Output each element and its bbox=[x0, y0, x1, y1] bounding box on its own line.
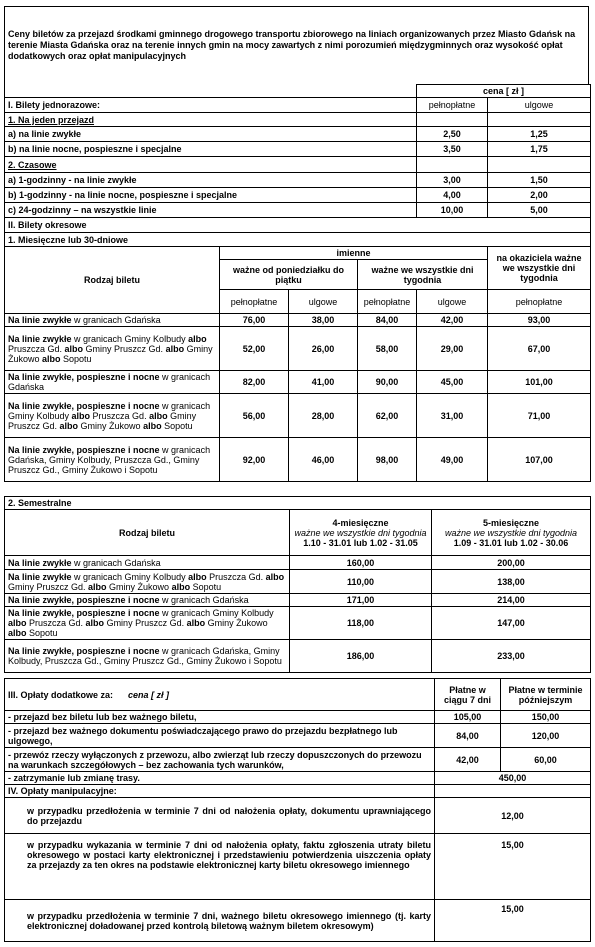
table-row: a) 1-godzinny - na linie zwykłe 3,00 1,50 bbox=[5, 173, 591, 188]
sem5-header: 5-miesięczne ważne we wszystkie dni tygodnia 1.09 - 31.01 lub 1.02 - 30.06 bbox=[432, 510, 591, 556]
sec3-title: III. Opłaty dodatkowe za: cena [ zł ] bbox=[5, 679, 435, 711]
imienne-header: imienne bbox=[220, 247, 488, 260]
col-7days: Płatne w ciągu 7 dni bbox=[435, 679, 501, 711]
bearer-header: na okaziciela ważne we wszystkie dni tygodnia bbox=[488, 247, 591, 290]
sem4-header: 4-miesięczne ważne we wszystkie dni tygodnia 1.10 - 31.01 lub 1.02 - 31.05 bbox=[290, 510, 432, 556]
price-header: cena [ zł ] bbox=[417, 85, 591, 98]
sem-rodzaj-header: Rodzaj biletu bbox=[5, 510, 290, 556]
table-row: Na linie zwykłe, pospieszne i nocne w granicach Gdańska, Gminy Kolbudy, Pruszcza Gd., Gminy Pruszcz Gd., Gminy Żukowo i Sopotu 92,00 46,00 98,00 49,00 107,00 bbox=[5, 438, 591, 482]
sec1-sub2: 2. Czasowe bbox=[5, 157, 417, 173]
table-row: - przewóz rzeczy wyłączonych z przewozu, albo zwierząt lub rzeczy dopuszczonych do przewozu na warunkach szczegółowych – bez zachowania tych warunków, 42,00 60,00 bbox=[5, 748, 591, 772]
rodzaj-header: Rodzaj biletu bbox=[5, 247, 220, 314]
table-row: Na linie zwykłe w granicach Gdańska 160,00 200,00 bbox=[5, 556, 591, 570]
sec1-sub1: 1. Na jeden przejazd bbox=[5, 113, 417, 127]
table-row: Na linie zwykłe w granicach Gdańska 76,00 38,00 84,00 42,00 93,00 bbox=[5, 314, 591, 327]
table-row: Na linie zwykłe, pospieszne i nocne w granicach Gdańska, Gminy Kolbudy, Pruszcza Gd., Gminy Pruszcz Gd., Gminy Żukowo i Sopotu 186,00 233,00 bbox=[5, 640, 591, 673]
table-row: a) na linie zwykłe 2,50 1,25 bbox=[5, 127, 591, 142]
table-row: c) 24-godzinny – na wszystkie linie 10,00 5,00 bbox=[5, 203, 591, 218]
table-row: - zatrzymanie lub zmianę trasy. 450,00 bbox=[5, 772, 591, 785]
sec2-sub2: 2. Semestralne bbox=[5, 497, 591, 510]
sec2-sub1: 1. Miesięczne lub 30-dniowe bbox=[5, 233, 591, 247]
table-row: Na linie zwykłe, pospieszne i nocne w granicach Gminy Kolbudy albo Pruszcza Gd. albo Gminy Pruszcz Gd. albo Gminy Żukowo albo Sopotu 118,00 147,00 bbox=[5, 607, 591, 640]
table-row: w przypadku przedłożenia w terminie 7 dni, ważnego biletu okresowego imiennego (tj. karty elektronicznej doładowanej przed kontrolą biletową ważnym biletem okresowym) 15,00 bbox=[5, 900, 591, 942]
table-row: Na linie zwykłe, pospieszne i nocne w granicach Gdańska 82,00 41,00 90,00 45,00 101,00 bbox=[5, 371, 591, 394]
sec4-title: IV. Opłaty manipulacyjne: bbox=[5, 785, 435, 798]
table-row: Na linie zwykłe, pospieszne i nocne w granicach Gminy Kolbudy albo Pruszcza Gd. albo Gminy Pruszcz Gd. albo Gminy Żukowo albo Sopotu 56,00 28,00 62,00 31,00 71,00 bbox=[5, 394, 591, 438]
fees-table bbox=[4, 678, 591, 942]
col-later: Płatne w terminie późniejszym bbox=[501, 679, 591, 711]
table-row: - przejazd bez ważnego dokumentu poświadczającego prawo do przejazdu bezpłatnego lub ulgowego, 84,00 120,00 bbox=[5, 724, 591, 748]
table-row: w przypadku przedłożenia w terminie 7 dni od nałożenia opłaty, dokumentu uprawniającego do przejazdu 12,00 bbox=[5, 798, 591, 834]
table-row: b) 1-godzinny - na linie nocne, pospieszne i specjalne 4,00 2,00 bbox=[5, 188, 591, 203]
sec1-title: I. Bilety jednorazowe: bbox=[5, 98, 417, 113]
table-row: - przejazd bez biletu lub bez ważnego biletu, 105,00 150,00 bbox=[5, 711, 591, 724]
table-row: Na linie zwykłe, pospieszne i nocne w granicach Gdańska 171,00 214,00 bbox=[5, 594, 591, 607]
table-row: w przypadku wykazania w terminie 7 dni od nałożenia opłaty, faktu zgłoszenia utraty biletu okresowego w postaci karty elektronicznej i przedstawieniu potwierdzenia uiszczenia opłaty za przejazdy za ten okres na podstawie elektronicznej karty biletu okresowego imiennego 15,00 bbox=[5, 834, 591, 900]
weekday-header: ważne od poniedziałku do piątku bbox=[220, 260, 358, 290]
alldays-header: ważne we wszystkie dni tygodnia bbox=[358, 260, 488, 290]
table-row: b) na linie nocne, pospieszne i specjalne 3,50 1,75 bbox=[5, 142, 591, 157]
col-full: pełnopłatne bbox=[417, 98, 488, 113]
tickets-table: cena [ zł ] I. Bilety jednorazowe: pełnopłatne ulgowe 1. Na jeden przejazd a) na linie zwykłe 2,50 1,25 b) na linie nocne, pospieszne i specjalne 3,50 1,75 2. Czasowe a) 1-godzinny - na linie zwykłe 3,00 1,50 b) 1-godzinny - na linie nocne, pospieszne i specjalne 4,00 2,00 c) 24-godzinny – na wszystkie linie 10,00 5,00 II. Bilety okresowe 1. Miesięczne lub 30-dniowe Rodzaj biletu imienne na okaziciela ważne we wszystkie dni tygodnia ważne od poniedziałku do piątku ważne we wszystkie dni tygodnia pełnopłatne ulgowe pełnopłatne ulgowe pełnopłatne Na linie zwykłe w granicach Gdańska 76,00 38,00 84,00 42,00 93,00 Na linie zwykłe w granicach Gminy Kolbudy albo Pruszcza Gd. albo Gminy Pruszcz Gd. albo Gminy Żukowo albo Sopotu 52,00 26,00 58,00 29,00 67,00 Na linie zwykłe, pospieszne i nocne w granicach Gdańska 82,00 41,00 90,00 45,00 101,00 Na linie zwykłe, pospieszne i nocne w granicach Gminy Kolbudy albo Pruszcza Gd. albo Gminy Pruszcz Gd. albo Gminy Żukowo albo Sopotu 56,00 28,00 62,00 31,00 71,00 Na linie zwykłe, pospieszne i nocne w granicach Gdańska, Gminy Kolbudy, Pruszcza Gd., Gminy Pruszcz Gd., Gminy Żukowo i Sopotu 92,00 46,00 98,00 49,00 107,00 bbox=[4, 84, 591, 482]
table-row: Na linie zwykłe w granicach Gminy Kolbudy albo Pruszcza Gd. albo Gminy Pruszcz Gd. albo Gminy Żukowo albo Sopotu 52,00 26,00 58,00 29,00 67,00 bbox=[5, 327, 591, 371]
col-reduced: ulgowe bbox=[488, 98, 591, 113]
semester-table bbox=[4, 496, 591, 673]
table-row: Na linie zwykłe w granicach Gminy Kolbudy albo Pruszcza Gd. albo Gminy Pruszcz Gd. albo Gminy Żukowo albo Sopotu 110,00 138,00 bbox=[5, 570, 591, 594]
intro-text: Ceny biletów za przejazd środkami gminnego drogowego transportu zbiorowego na liniach organizowanych przez Miasto Gdańsk na terenie Miasta Gdańska oraz na terenie innych gmin na mocy zawartych z nimi porozumień międzygminnych oraz wysokość opłat dodatkowych oraz opłat manipulacyjnych bbox=[4, 6, 589, 85]
sec2-title: II. Bilety okresowe bbox=[5, 218, 591, 233]
